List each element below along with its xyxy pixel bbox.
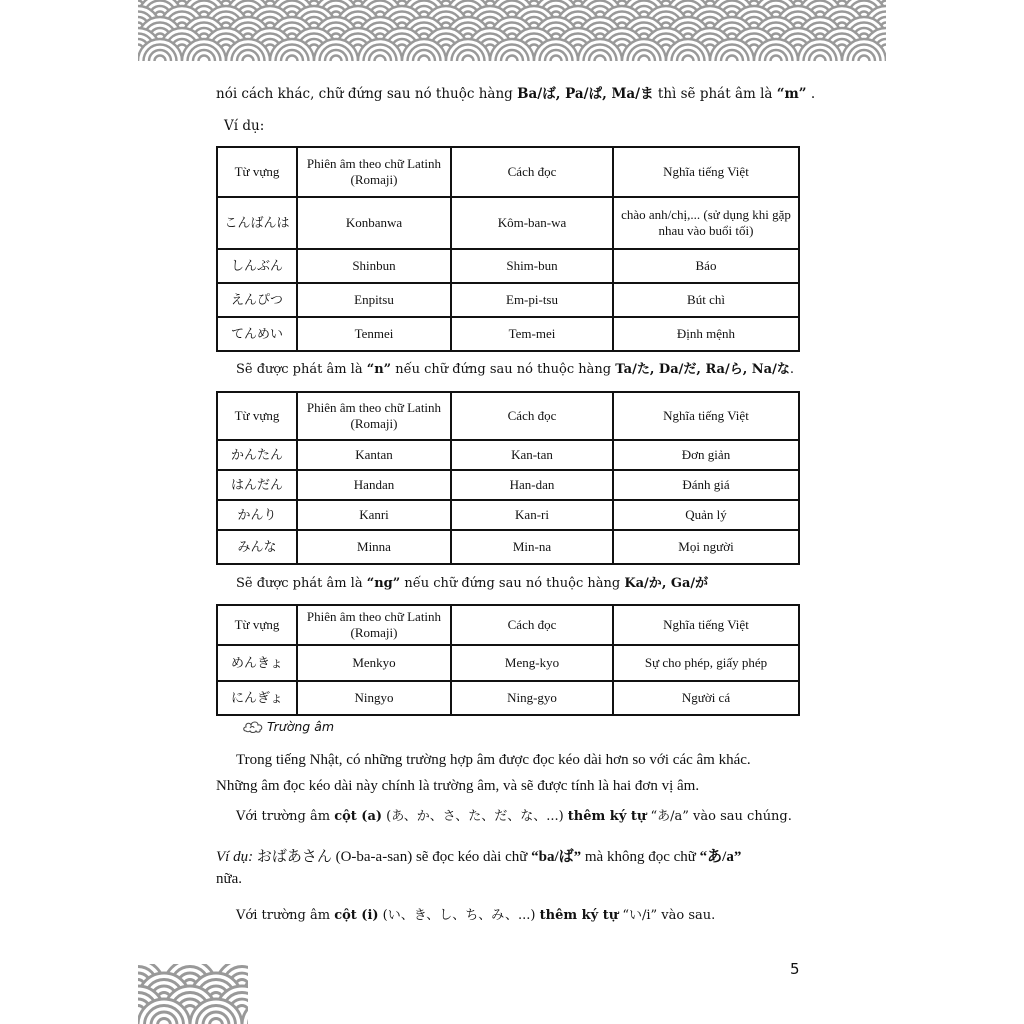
cell-meaning: Quản lý [613,500,799,530]
table-row [217,530,799,564]
cell-meaning: Đánh giá [613,470,799,500]
cell-meaning: chào anh/chị,... (sử dụng khi gặp nhau vào buổi tối) [613,197,799,249]
cell-romaji: Kantan [297,440,451,470]
paragraph-line-2: Những âm đọc kéo dài này chính là trường âm, và sẽ được tính là hai đơn vị âm. [216,778,700,794]
cell-meaning: Đơn giản [613,440,799,470]
cell-word: かんり [217,500,297,530]
header-vocab: Từ vựng [217,147,297,197]
header-reading: Cách đọc [451,392,613,440]
cloud-icon [242,718,264,734]
cell-reading: Em-pi-tsu [451,283,613,317]
table-header-row [217,605,799,645]
cell-word: はんだん [217,470,297,500]
cell-romaji: Minna [297,530,451,564]
table-row [217,317,799,351]
cell-word: てんめい [217,317,297,351]
cell-word: えんぴつ [217,283,297,317]
cell-reading: Tem-mei [451,317,613,351]
table-row [217,645,799,681]
section-heading: Trường âm [242,718,334,734]
header-meaning: Nghĩa tiếng Việt [613,392,799,440]
table-row [217,500,799,530]
intro-line: nói cách khác, chữ đứng sau nó thuộc hàng Ba/ば, Pa/ぱ, Ma/ま thì sẽ phát âm là “m” . [216,86,816,102]
paragraph-line-1: Trong tiếng Nhật, có những trường hợp âm được đọc kéo dài hơn so với các âm khác. [236,752,751,768]
wave-pattern-top-decoration [138,0,886,62]
rule-i-line: Với trường âm cột (i) (い、き、し、ち、み、...) thêm ký tự “い/i” vào sau. [236,908,716,923]
cell-word: しんぶん [217,249,297,283]
example-label: Ví dụ: [224,118,265,134]
cell-meaning: Người cá [613,681,799,715]
cell-romaji: Kanri [297,500,451,530]
cell-reading: Kôm-ban-wa [451,197,613,249]
wave-pattern-bottom-decoration [138,964,248,1024]
header-meaning: Nghĩa tiếng Việt [613,147,799,197]
table-row [217,197,799,249]
rule-a-line: Với trường âm cột (a) (あ、か、さ、た、だ、な、...) thêm ký tự “あ/a” vào sau chúng. [236,809,792,824]
header-vocab: Từ vựng [217,392,297,440]
cell-meaning: Định mệnh [613,317,799,351]
note-ng-line: Sẽ được phát âm là “ng” nếu chữ đứng sau nó thuộc hàng Ka/か, Ga/が [236,576,709,591]
cell-meaning: Mọi người [613,530,799,564]
example-a-line-2: nữa. [216,871,243,887]
header-romaji: Phiên âm theo chữ Latinh (Romaji) [297,605,451,645]
page-number: 5 [790,960,800,978]
cell-word: めんきょ [217,645,297,681]
example-a-line: Ví dụ: おばあさん (O-ba-a-san) sẽ đọc kéo dài chữ “ba/ば” mà không đọc chữ “あ/a” [216,849,742,865]
cell-romaji: Handan [297,470,451,500]
vocab-table-ng [216,604,800,716]
table-row [217,681,799,715]
header-romaji: Phiên âm theo chữ Latinh (Romaji) [297,147,451,197]
cell-romaji: Menkyo [297,645,451,681]
cell-reading: Meng-kyo [451,645,613,681]
vocab-table-m [216,146,800,352]
table-row [217,283,799,317]
cell-word: かんたん [217,440,297,470]
cell-romaji: Tenmei [297,317,451,351]
cell-meaning: Sự cho phép, giấy phép [613,645,799,681]
cell-romaji: Ningyo [297,681,451,715]
table-header-row [217,392,799,440]
header-vocab: Từ vựng [217,605,297,645]
cell-reading: Kan-tan [451,440,613,470]
cell-romaji: Shinbun [297,249,451,283]
cell-romaji: Konbanwa [297,197,451,249]
table-row [217,440,799,470]
cell-reading: Ning-gyo [451,681,613,715]
header-meaning: Nghĩa tiếng Việt [613,605,799,645]
cell-word: こんばんは [217,197,297,249]
cell-reading: Min-na [451,530,613,564]
cell-reading: Kan-ri [451,500,613,530]
cell-reading: Shim-bun [451,249,613,283]
table-header-row [217,147,799,197]
header-reading: Cách đọc [451,605,613,645]
cell-meaning: Bút chì [613,283,799,317]
vocab-table-n [216,391,800,565]
cell-romaji: Enpitsu [297,283,451,317]
table-row [217,470,799,500]
cell-word: みんな [217,530,297,564]
header-reading: Cách đọc [451,147,613,197]
table-row [217,249,799,283]
cell-reading: Han-dan [451,470,613,500]
cell-meaning: Báo [613,249,799,283]
header-romaji: Phiên âm theo chữ Latinh (Romaji) [297,392,451,440]
cell-word: にんぎょ [217,681,297,715]
note-n-line: Sẽ được phát âm là “n” nếu chữ đứng sau nó thuộc hàng Ta/た, Da/だ, Ra/ら, Na/な. [236,362,794,377]
